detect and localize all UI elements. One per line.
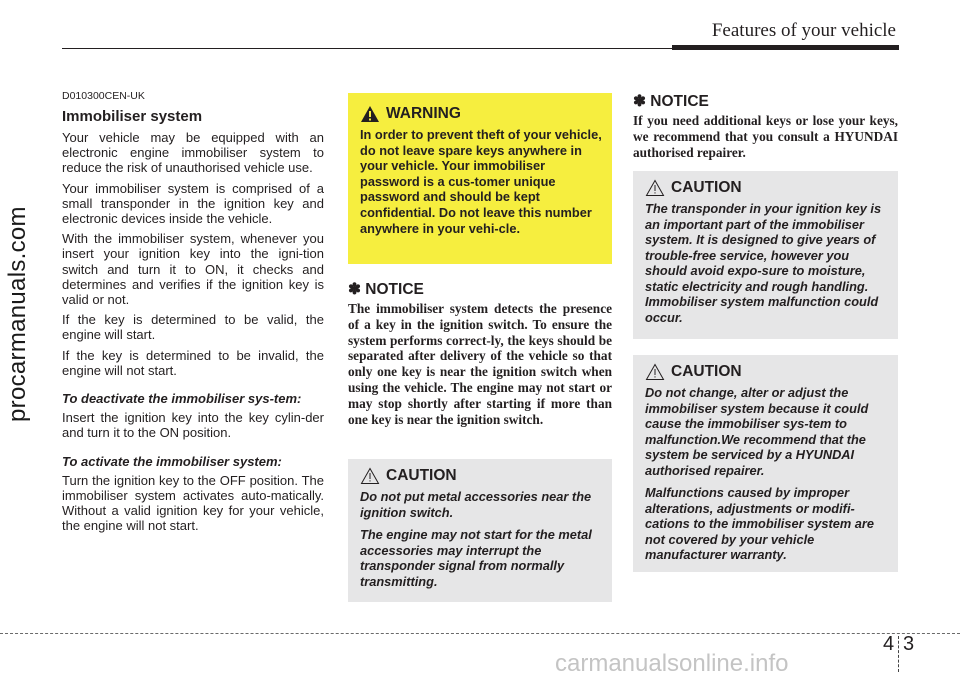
section-code: D010300CEN-UK xyxy=(62,90,145,102)
paragraph: If the key is determined to be invalid, the engine will not start. xyxy=(62,347,324,378)
caution-triangle-icon xyxy=(360,467,380,485)
caution-text: Malfunctions caused by improper alterations, adjustments or modifi-cations to the immobiliser system are not covered by your vehicle manufacturer warranty. xyxy=(645,485,875,562)
paragraph: Your vehicle may be equipped with an electronic engine immobiliser system to reduce the risk of unauthorised vehicle use. xyxy=(62,130,324,176)
warning-text: In order to prevent theft of your vehicle, do not leave spare keys anywhere in your vehicle. Your immobiliser password is a cus-tomer unique password and should be kept confidential. Do not leave this number anywhere in your vehi-cle. xyxy=(360,127,602,236)
page-number: 3 xyxy=(903,633,915,655)
chapter-number: 4 xyxy=(883,633,895,655)
caution-triangle-icon xyxy=(645,363,665,381)
watermark-bottom: carmanualsonline.info xyxy=(555,650,789,677)
notice-text: The immobiliser system detects the presence of a key in the ignition switch. To ensure the system performs correct-ly, the keys should be separated after delivery of the vehicle so that only one key is near the ignition switch when using the vehicle. The engine may not start or may stop shortly after starting if more than one key is near the ignition switch. xyxy=(348,301,612,427)
caution-title: CAUTION xyxy=(386,467,457,484)
notice-middle xyxy=(348,280,612,427)
caution-text: Do not put metal accessories near the ignition switch. xyxy=(360,489,592,520)
caution-text: Do not change, alter or adjust the immobiliser system because it could cause the immobiliser sys-tem to malfunction.We recommend that the system be serviced by a HYUNDAI authorised repairer. xyxy=(645,385,869,478)
caution-title: CAUTION xyxy=(671,363,742,380)
activate-heading: To activate the immobiliser system: xyxy=(62,453,282,469)
caution-heading xyxy=(645,179,890,197)
warning-triangle-icon xyxy=(360,105,380,123)
notice-title: ✽ NOTICE xyxy=(633,93,709,110)
deactivate-heading: To deactivate the immobiliser sys-tem: xyxy=(62,391,302,407)
caution-title: CAUTION xyxy=(671,179,742,196)
paragraph: If the key is determined to be valid, the engine will start. xyxy=(62,312,324,343)
deactivate-text: Insert the ignition key into the key cylin-der and turn it to the ON position. xyxy=(62,410,324,441)
caution-triangle-icon xyxy=(645,179,665,197)
paragraph: With the immobiliser system, whenever you insert your ignition key into the igni-tion switch and turn it to ON, it checks and determines and verifies if the ignition key is valid or not. xyxy=(62,231,324,308)
section-title: Immobiliser system xyxy=(62,108,203,125)
warning-box xyxy=(348,93,612,264)
caution-heading xyxy=(645,363,890,381)
header-rule-accent xyxy=(672,45,899,50)
watermark-left: procarmanuals.com xyxy=(4,206,31,422)
caution-text: The transponder in your ignition key is an important part of the immobiliser system. It is designed to give years of trouble-free service, however you should avoid expo-sure to moisture, static electricity and rough handling. Immobiliser system malfunction could occur. xyxy=(645,201,882,325)
notice-title: ✽ NOTICE xyxy=(348,281,424,298)
notice-right xyxy=(633,92,898,160)
footer-rule xyxy=(0,633,960,634)
caution-box-alteration xyxy=(633,355,898,572)
header-rule xyxy=(62,48,672,49)
activate-text: Turn the ignition key to the OFF position. The immobiliser system activates auto-matically. Without a valid ignition key for your vehicle, the engine will not start. xyxy=(62,472,324,534)
caution-box-ignition xyxy=(348,459,612,602)
warning-heading xyxy=(360,105,604,123)
caution-text: The engine may not start for the metal accessories may interrupt the transponder signal from normally transmitting. xyxy=(360,527,592,589)
caution-box-transponder xyxy=(633,171,898,339)
notice-text: If you need additional keys or lose your keys, we recommend that you consult a HYUNDAI authorised repairer. xyxy=(633,113,898,160)
paragraph: Your immobiliser system is comprised of a small transponder in the ignition key and electronic devices inside the vehicle. xyxy=(62,180,324,227)
page-number-divider xyxy=(898,636,899,672)
left-column xyxy=(62,90,324,539)
caution-heading xyxy=(360,467,604,485)
warning-title: WARNING xyxy=(386,105,461,122)
page-header-title: Features of your vehicle xyxy=(711,20,896,41)
